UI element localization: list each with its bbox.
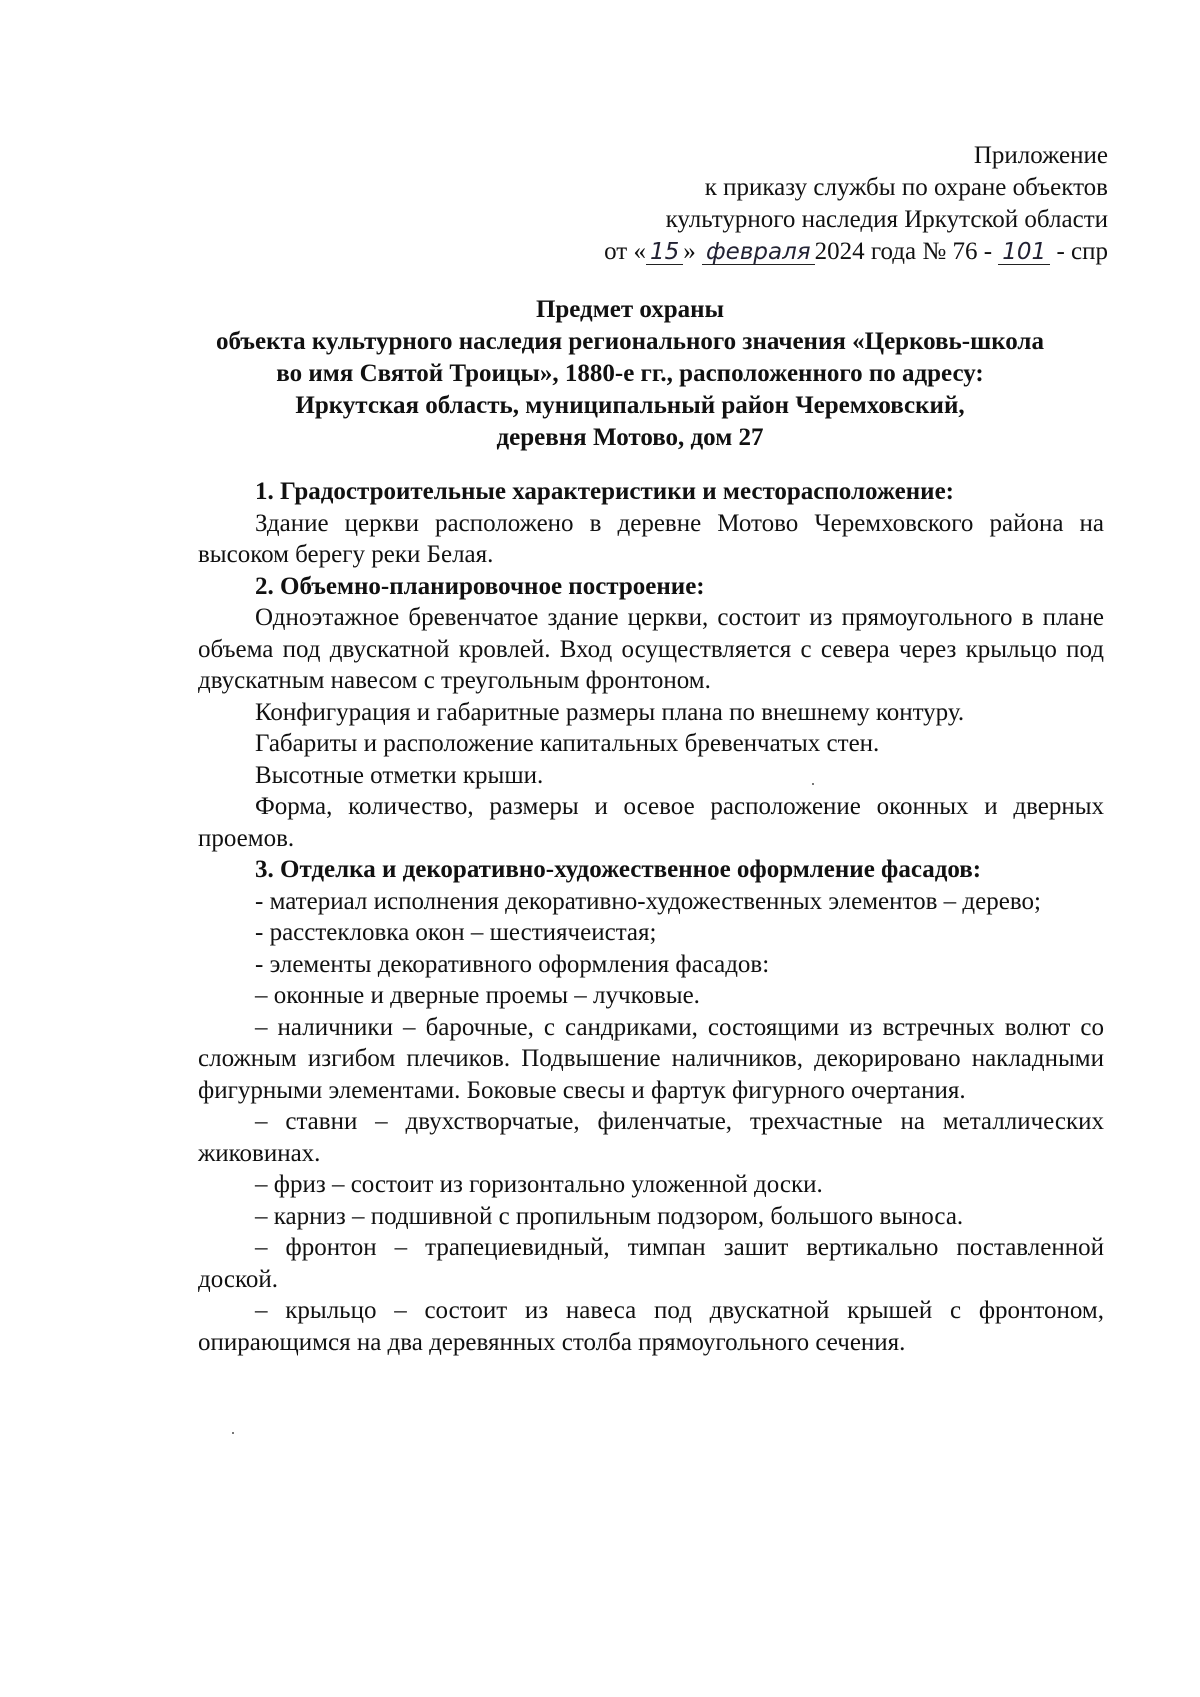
scan-speck (232, 1432, 234, 1434)
title-line-1: Предмет охраны (535, 296, 725, 323)
section-3-item: - расстекловка окон – шестиячеистая; (255, 919, 657, 946)
section-3-item: - материал исполнения декоративно-художественных элементов – дерево; (255, 887, 1041, 915)
section-2-paragraph-4: Высотные отметки крыши. (255, 761, 544, 789)
section-3-item: – оконные и дверные проемы – лучковые. (255, 982, 700, 1009)
title-line-3: во имя Святой Троицы», 1880-е гг., расположенного по адресу: (276, 360, 984, 387)
header-line-2: к приказу службы по охране объектов (704, 174, 1108, 201)
section-3-item: – ставни – двухстворчатые, филенчатые, трехчастные на металлических жиковинах. (198, 1108, 1104, 1167)
handwritten-day: 15 (646, 240, 683, 265)
title-line-5: деревня Мотово, дом 27 (496, 424, 764, 451)
section-3-item: – наличники – барочные, с сандриками, состоящими из встречных волют со сложным изгибом плечиков. Подвышение наличников, декорировано накладными фигурными элементами. Боковые свесы и фартук фигурного очертания. (198, 1013, 1104, 1104)
section-3-heading: 3. Отделка и декоративно-художественное оформление фасадов: (255, 856, 982, 883)
date-mid: » (683, 238, 696, 265)
date-year: 2024 года № 76 - (814, 238, 993, 265)
document-title (150, 294, 1110, 454)
section-1-paragraph: Здание церкви расположено в деревне Мотово Черемховского района на высоком берегу реки Белая. (198, 509, 1104, 568)
order-suffix: - спр (1056, 238, 1108, 265)
section-3-item: - элементы декоративного оформления фасадов: (255, 950, 770, 978)
section-2-paragraph-1: Одноэтажное бревенчатое здание церкви, состоит из прямоугольного в плане объема под двускатной кровлей. Вход осуществляется с севера через крыльцо под двускатным навесом с треугольным фронтоном. (198, 604, 1104, 694)
section-3-item: – фриз – состоит из горизонтально уложенной доски. (255, 1171, 823, 1198)
section-2-paragraph-2: Конфигурация и габаритные размеры плана по внешнему контуру. (255, 698, 965, 726)
section-3-item: – карниз – подшивной с пропильным подзором, большого выноса. (255, 1202, 964, 1230)
title-line-4: Иркутская область, муниципальный район Черемховский, (295, 392, 965, 419)
section-2-heading: 2. Объемно-планировочное построение: (255, 572, 705, 600)
header-line-1: Приложение (973, 142, 1108, 169)
header-date-line (348, 236, 1108, 268)
header-line-3: культурного наследия Иркутской области (665, 206, 1108, 233)
document-body (198, 476, 1104, 1358)
handwritten-month: февраля (702, 240, 815, 265)
appendix-header (348, 140, 1108, 268)
section-2-paragraph-3: Габариты и расположение капитальных бревенчатых стен. (255, 730, 880, 757)
date-prefix: от « (604, 238, 646, 265)
title-line-2: объекта культурного наследия регионального значения «Церковь-школа (216, 328, 1044, 355)
section-1-heading: 1. Градостроительные характеристики и месторасположение: (255, 478, 954, 505)
section-2-paragraph-5: Форма, количество, размеры и осевое расположение оконных и дверных проемов. (198, 793, 1104, 852)
handwritten-order-number: 101 (998, 240, 1050, 265)
section-3-item: – крыльцо – состоит из навеса под двускатной крышей с фронтоном, опирающимся на два деревянных столба прямоугольного сечения. (198, 1297, 1104, 1356)
section-3-item: – фронтон – трапециевидный, тимпан зашит вертикально поставленной доской. (198, 1234, 1104, 1293)
scan-speck (812, 783, 814, 785)
